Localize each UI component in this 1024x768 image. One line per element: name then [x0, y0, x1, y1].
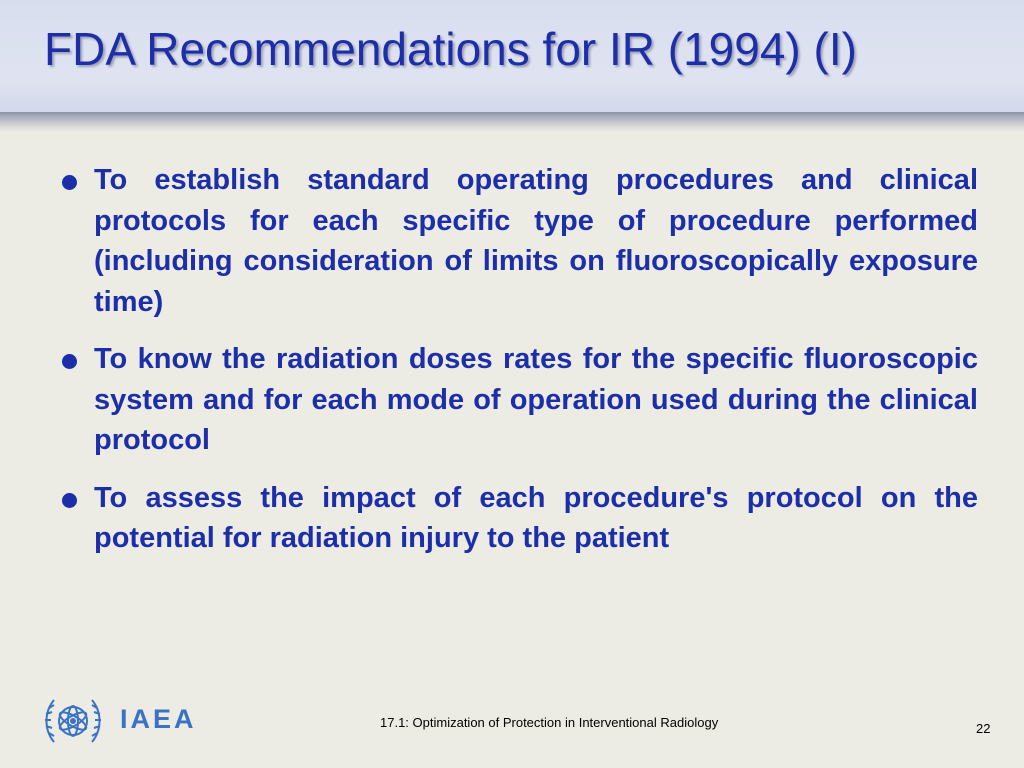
bullet-text: To establish standard operating procedures and clinical protocols for each specific type of procedure performed (including consideration of limits on fluoroscopically exposure time): [94, 164, 978, 318]
bullet-dot-icon: [62, 175, 77, 190]
bullet-item: [62, 160, 978, 322]
page-number: 22: [976, 721, 991, 736]
iaea-brand-text: IAEA: [120, 704, 197, 734]
bullet-list: [62, 160, 978, 576]
title-band-shadow: [0, 112, 1024, 132]
bullet-item: [62, 339, 978, 461]
slide-title: FDA Recommendations for IR (1994) (I): [44, 23, 857, 75]
bullet-dot-icon: [62, 493, 77, 508]
bullet-text: To assess the impact of each procedure's protocol on the potential for radiation injury to the patient: [94, 481, 978, 554]
footer-caption: 17.1: Optimization of Protection in Interventional Radiology: [380, 715, 719, 730]
iaea-emblem-icon: [40, 690, 106, 756]
bullet-dot-icon: [62, 354, 77, 369]
bullet-item: [62, 478, 978, 559]
bullet-text: To know the radiation doses rates for the specific fluoroscopic system and for each mode of operation used during the clinical protocol: [94, 343, 978, 456]
